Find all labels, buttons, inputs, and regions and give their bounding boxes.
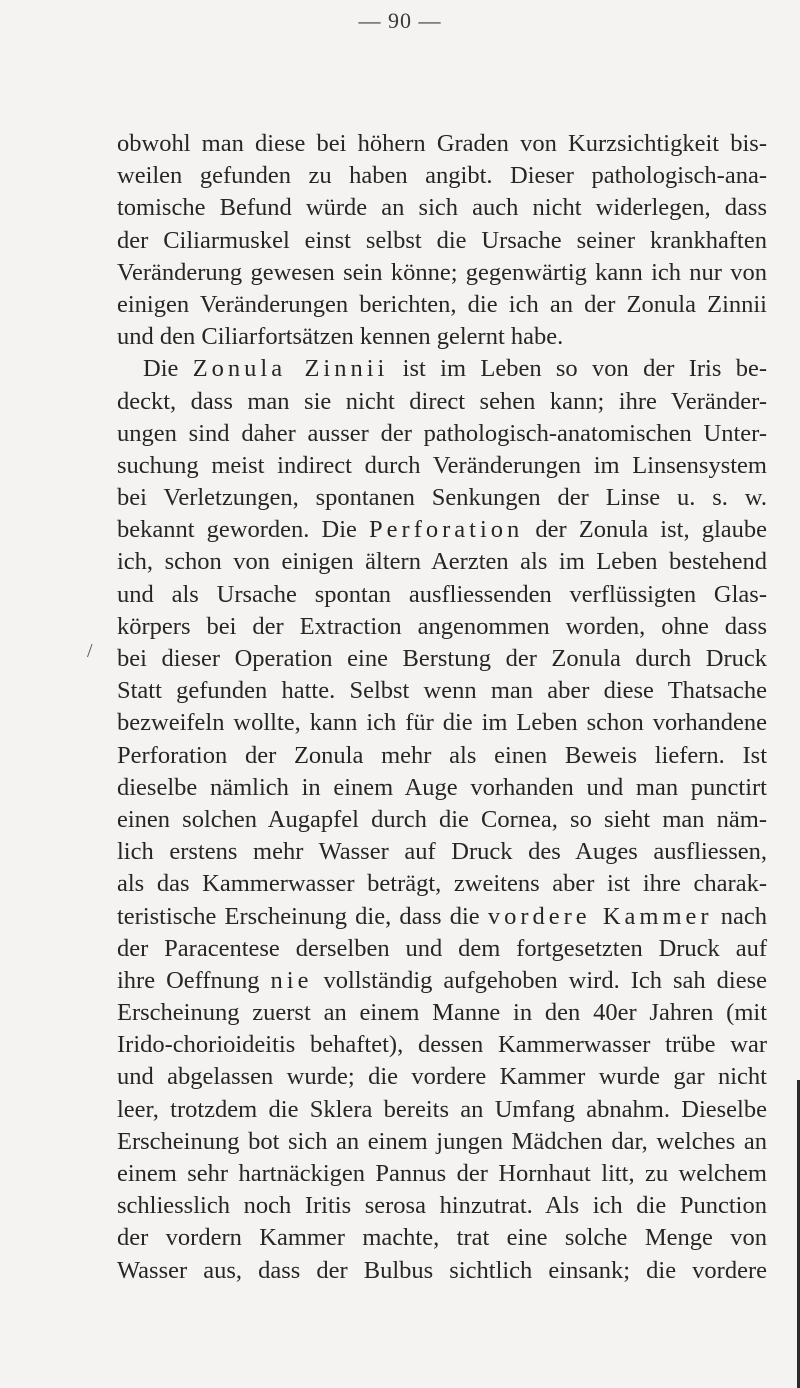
line-text: schliesslich noch Iritis serosa hinzutrat. Als ich die Punction: [117, 1192, 767, 1220]
text-line: [117, 707, 767, 739]
text-line: [117, 289, 767, 321]
line-text: vollständig aufgehoben wird. Ich sah diese: [312, 966, 767, 994]
text-line: [117, 675, 767, 707]
line-text: bei dieser Operation eine Berstung der Zonula durch Druck: [117, 645, 767, 672]
line-text: der Paracentese derselben und dem fortgesetzten Druck auf: [117, 934, 767, 962]
emphasized-term: vordere Kammer: [487, 902, 713, 930]
body-text: [117, 128, 797, 1287]
line-text: einigen Veränderungen berichten, die ich an der Zonula Zinnii: [117, 290, 767, 318]
text-line: [117, 740, 767, 772]
line-text: leer, trotzdem die Sklera bereits an Umfang abnahm. Dieselbe: [117, 1095, 767, 1123]
emphasized-term: Zonula Zinnii: [192, 355, 389, 383]
text-line: [117, 836, 767, 868]
line-text: tomische Befund würde an sich auch nicht widerlegen, dass: [117, 194, 767, 222]
line-text: Statt gefunden hatte. Selbst wenn man aber diese Thatsache: [117, 677, 767, 705]
line-text: und als Ursache spontan ausfliessenden verflüssigten Glas-: [117, 580, 767, 608]
emphasized-term: nie: [270, 966, 313, 994]
text-line: [117, 192, 767, 224]
line-text: ich, schon von einigen ältern Aerzten als im Leben bestehend: [117, 548, 767, 576]
text-line: [117, 353, 767, 385]
text-line: [117, 418, 767, 450]
text-line: [117, 901, 767, 933]
text-line: [117, 450, 767, 482]
text-line: [117, 1158, 767, 1190]
line-text: Irido-chorioideitis behaftet), dessen Kammerwasser trübe war: [117, 1031, 767, 1059]
line-text: Erscheinung zuerst an einem Manne in den 40er Jahren (mit: [117, 999, 767, 1027]
text-line: [117, 1126, 767, 1158]
text-line: [117, 933, 767, 965]
line-text: teristische Erscheinung die, dass die: [117, 902, 488, 930]
line-text: obwohl man diese bei höhern Graden von Kurzsichtigkeit bis-: [117, 130, 767, 157]
emphasized-term: Perforation: [369, 516, 524, 544]
line-text: der vordern Kammer machte, trat eine solche Menge von: [117, 1224, 767, 1252]
line-text: einem sehr hartnäckigen Pannus der Hornhaut litt, zu welchem: [117, 1160, 767, 1187]
line-text: suchung meist indirect durch Veränderungen im Linsensystem: [117, 451, 767, 479]
line-text: weilen gefunden zu haben angibt. Dieser pathologisch-ana-: [117, 162, 767, 190]
text-line: [117, 1029, 767, 1061]
line-text: der Zonula ist, glaube: [523, 516, 767, 544]
text-line: [117, 1094, 767, 1126]
text-line: [117, 579, 767, 611]
text-line: [117, 772, 767, 804]
text-line: [117, 1061, 767, 1093]
text-line: [117, 160, 767, 192]
line-text: Die: [143, 355, 193, 383]
text-line: [117, 514, 767, 546]
text-line: [117, 997, 767, 1029]
text-line: [117, 225, 767, 257]
text-line: [117, 804, 767, 836]
text-line: [117, 321, 767, 353]
line-text: und den Ciliarfortsätzen kennen gelernt habe.: [117, 323, 564, 351]
line-text: bei Verletzungen, spontanen Senkungen der Linse u. s. w.: [117, 484, 767, 512]
text-line: [117, 1190, 767, 1222]
text-line: [117, 611, 767, 643]
line-text: ihre Oeffnung: [117, 966, 271, 994]
line-text: Erscheinung bot sich an einem jungen Mädchen dar, welches an: [117, 1127, 767, 1155]
text-line: [117, 868, 767, 900]
line-text: als das Kammerwasser beträgt, zweitens aber ist ihre charak-: [117, 870, 767, 898]
margin-mark: /: [87, 640, 93, 662]
text-line: [117, 643, 767, 675]
text-line: [117, 1255, 767, 1287]
line-text: dieselbe nämlich in einem Auge vorhanden und man punctirt: [117, 773, 767, 801]
line-text: Veränderung gewesen sein könne; gegenwärtig kann ich nur von: [117, 258, 767, 286]
line-text: bezweifeln wollte, kann ich für die im Leben schon vorhandene: [117, 709, 767, 737]
text-line: [117, 1222, 767, 1254]
line-text: und abgelassen wurde; die vordere Kammer wurde gar nicht: [117, 1063, 767, 1091]
line-text: Perforation der Zonula mehr als einen Beweis liefern. Ist: [117, 741, 767, 769]
text-line: [117, 257, 767, 289]
line-text: einen solchen Augapfel durch die Cornea, so sieht man näm-: [117, 805, 767, 833]
page-number: — 90 —: [358, 8, 442, 33]
text-line: [117, 386, 767, 418]
text-line: [117, 965, 767, 997]
line-text: lich erstens mehr Wasser auf Druck des Auges ausfliessen,: [117, 838, 767, 866]
line-text: körpers bei der Extraction angenommen worden, ohne dass: [117, 612, 767, 640]
text-line: [117, 546, 767, 578]
text-line: [117, 482, 767, 514]
line-text: der Ciliarmuskel einst selbst die Ursache seiner krankhaften: [117, 226, 767, 254]
line-text: nach: [712, 902, 768, 930]
line-text: bekannt geworden. Die: [117, 516, 370, 544]
line-text: ist im Leben so von der Iris be-: [388, 355, 767, 383]
line-text: ungen sind daher ausser der pathologisch-anatomischen Unter-: [117, 419, 767, 447]
line-text: Wasser aus, dass der Bulbus sichtlich einsank; die vordere: [117, 1256, 767, 1284]
text-line: [117, 128, 767, 160]
line-text: deckt, dass man sie nicht direct sehen kann; ihre Veränder-: [117, 387, 767, 415]
